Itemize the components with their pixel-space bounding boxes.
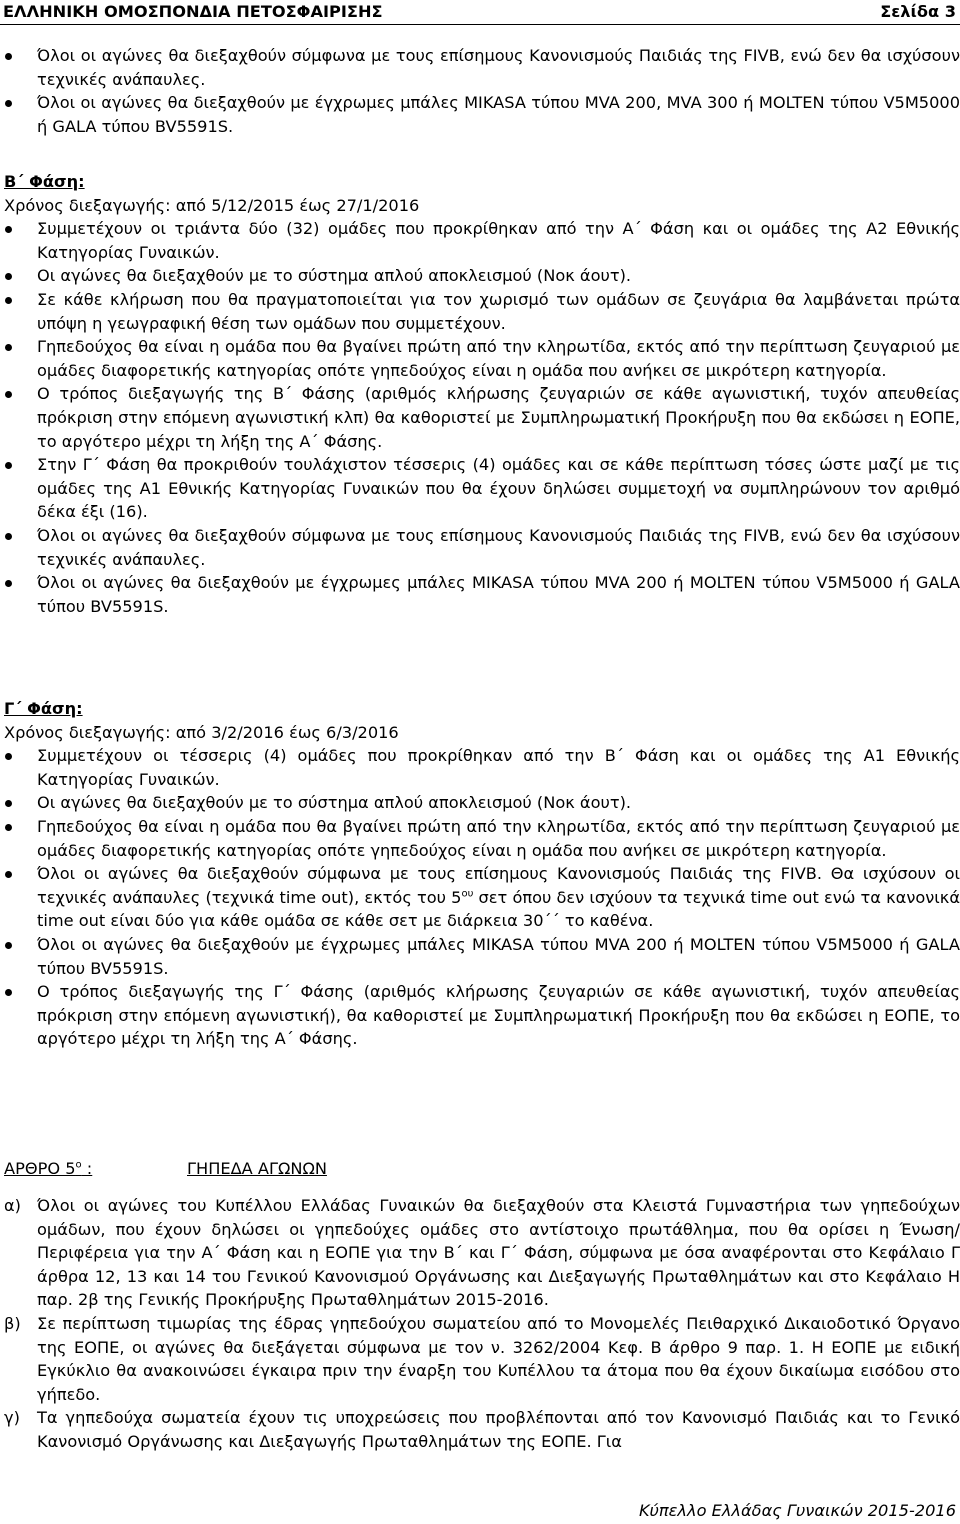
bullet-icon bbox=[5, 391, 12, 398]
bullet-icon bbox=[5, 297, 12, 304]
superscript: ου bbox=[461, 888, 474, 900]
bullet-icon bbox=[5, 226, 12, 233]
bullet-icon bbox=[5, 824, 12, 831]
list-item: β) Σε περίπτωση τιμωρίας της έδρας γηπεδούχου σωματείου από το Μονομελές Πειθαρχικό Δικαιοδοτικό Όργανο της ΕΟΠΕ, οι αγώνες θα διεξάγεται σύμφωνα με τον ν. 3262/2004 Κεφ. Β άρθρο 9 παρ. 1. Η ΕΟΠΕ με ειδική Εγκύκλιο θα ανακοινώσει έγκαιρα πριν την έναρξη του Κυπέλλου τα άτομα που θα έχουν δικαίωμα εισόδου στο γήπεδο. bbox=[4, 1313, 960, 1404]
bullet-icon bbox=[5, 273, 12, 280]
list-item: Οι αγώνες θα διεξαχθούν με το σύστημα απλού αποκλεισμού (Νοκ άουτ). bbox=[0, 791, 960, 815]
bullet-icon bbox=[5, 942, 12, 949]
bullet-icon bbox=[5, 753, 12, 760]
list-item: α) Όλοι οι αγώνες του Κυπέλλου Ελλάδας Γυναικών θα διεξαχθούν στα Κλειστά Γυμναστήρια των γηπεδούχων ομάδων, που έχουν δηλώσει οι γηπεδούχες ομάδες στο αντίστοιχο πρωτάθλημα, που θα ορίσει η Ένωση/Περιφέρεια για την Α΄ Φάση και η ΕΟΠΕ για την Β΄ και Γ΄ Φάση, σύμφωνα με όσα αναφέρονται στο Κεφάλαιο Γ άρθρα 12, 13 και 14 του Γενικού Κανονισμού Οργάνωσης και Διεξαγωγής Πρωταθλημάτων και στο Κεφάλαιο Η παρ. 2β της Γενικής Προκήρυξης Πρωταθλημάτων 2015-2016. bbox=[4, 1196, 960, 1310]
list-item: Οι αγώνες θα διεξαχθούν με το σύστημα απλού αποκλεισμού (Νοκ άουτ). bbox=[0, 264, 960, 288]
item-label: β) bbox=[4, 1313, 21, 1333]
page-number: Σελίδα 3 bbox=[880, 2, 956, 21]
list-item: Όλοι οι αγώνες θα διεξαχθούν με έγχρωμες μπάλες MIKASA τύπου MVA 200 ή MOLTEN τύπου V5M5000 ή GALA τύπου BV5591S. bbox=[0, 571, 960, 618]
page-header bbox=[0, 0, 960, 25]
bullet-icon bbox=[5, 533, 12, 540]
list-item: Όλοι οι αγώνες θα διεξαχθούν σύμφωνα με τους επίσημους Κανονισμούς Παιδιάς της FIVB, ενώ δεν θα ισχύσουν τεχνικές ανάπαυλες. bbox=[0, 524, 960, 571]
list-item: Όλοι οι αγώνες θα διεξαχθούν σύμφωνα με τους επίσημους Κανονισμούς Παιδιάς της FIVB. Θα ισχύσουν οι τεχνικές ανάπαυλες (τεχνικά time out), εκτός του $5^{o\upsilon}$ σετ όπου δεν ισχύουν τα τεχνικά time out ενώ τα κανονικά time out είναι δύο για κάθε ομάδα σε κάθε σετ με διάρκεια 30΄΄ το καθένα. bbox=[0, 862, 960, 933]
list-item: γ) Τα γηπεδούχα σωματεία έχουν τις υποχρεώσεις που προβλέπονται από τον Κανονισμό Παιδιάς και το Γενικό Κανονισμό Οργάνωσης και Διεξαγωγής Πρωταθλημάτων της ΕΟΠΕ. Για bbox=[4, 1408, 960, 1451]
bullet-icon bbox=[5, 580, 12, 587]
bullet-icon bbox=[5, 344, 12, 351]
bullet-icon bbox=[5, 53, 12, 60]
list-item: Γηπεδούχος θα είναι η ομάδα που θα βγαίνει πρώτη από την κληρωτίδα, εκτός από την περίπτωση ζευγαριού με ομάδες διαφορετικής κατηγορίας οπότε γηπεδούχος είναι η ομάδα που ανήκει σε μικρότερη κατηγορία. bbox=[0, 335, 960, 382]
phase-c-period: Χρόνος διεξαγωγής: από 3/2/2016 έως 6/3/2016 bbox=[4, 722, 399, 742]
phase-b-period: Χρόνος διεξαγωγής: από 5/12/2015 έως 27/1/2016 bbox=[4, 195, 420, 215]
article-title: ΓΗΠΕΔΑ ΑΓΩΝΩΝ bbox=[187, 1159, 327, 1178]
list-item: Στην Γ΄ Φάση θα προκριθούν τουλάχιστον τέσσερις (4) ομάδες και σε κάθε περίπτωση τόσες ώστε μαζί με τις ομάδες της Α1 Εθνικής Κατηγορίας Γυναικών που θα έχουν δηλώσει συμμετοχή να συμπληρώνουν τον αριθμό δέκα έξι (16). bbox=[0, 453, 960, 524]
list-item: Όλοι οι αγώνες θα διεξαχθούν με έγχρωμες μπάλες MIKASA τύπου MVA 200 ή MOLTEN τύπου V5M5000 ή GALA τύπου BV5591S. bbox=[0, 933, 960, 980]
list-item: Όλοι οι αγώνες θα διεξαχθούν σύμφωνα με τους επίσημους Κανονισμούς Παιδιάς της FIVB, ενώ δεν θα ισχύσουν τεχνικές ανάπαυλες. bbox=[0, 44, 960, 91]
list-item: Όλοι οι αγώνες θα διεξαχθούν με έγχρωμες μπάλες MIKASA τύπου MVA 200, MVA 300 ή MOLTEN τύπου V5M5000 ή GALA τύπου BV5591S. bbox=[0, 91, 960, 138]
phase-c-section bbox=[0, 697, 960, 1051]
item-label: γ) bbox=[4, 1408, 20, 1428]
bullet-icon bbox=[5, 800, 12, 807]
bullet-icon bbox=[5, 871, 12, 878]
list-item: Ο τρόπος διεξαγωγής της Γ΄ Φάσης (αριθμός κλήρωσης ζευγαριών σε κάθε αγωνιστική, τυχόν απευθείας πρόκριση στην επόμενη αγωνιστική), θα καθοριστεί με Συμπληρωματική Προκήρυξη που θα εκδώσει η ΕΟΠΕ, το αργότερο μέχρι τη λήξη της Α΄ Φάσης. bbox=[0, 980, 960, 1051]
article-label: ΑΡΘΡΟ $5^o$ : bbox=[4, 1159, 93, 1178]
bullet-icon bbox=[5, 462, 12, 469]
bullet-icon bbox=[5, 100, 12, 107]
phase-b-section bbox=[0, 170, 960, 618]
list-item: Συμμετέχουν οι τριάντα δύο (32) ομάδες που προκρίθηκαν από την Α΄ Φάση και οι ομάδες της Α2 Εθνικής Κατηγορίας Γυναικών. bbox=[0, 217, 960, 264]
list-item: Σε κάθε κλήρωση που θα πραγματοποιείται για τον χωρισμό των ομάδων σε ζευγάρια θα λαμβάνεται πρώτα υπόψη η γεωγραφική θέση των ομάδων που συμμετέχουν. bbox=[0, 288, 960, 335]
bullet-icon bbox=[5, 989, 12, 996]
page-footer: Κύπελλο Ελλάδας Γυναικών 2015-2016 bbox=[638, 1501, 956, 1520]
organization-name: ΕΛΛΗΝΙΚΗ ΟΜΟΣΠΟΝΔΙΑ ΠΕΤΟΣΦΑΙΡΙΣΗΣ bbox=[3, 2, 383, 21]
phase-c-title: Γ΄ Φάση: bbox=[4, 699, 83, 718]
intro-section bbox=[0, 44, 960, 138]
phase-b-title: Β΄ Φάση: bbox=[4, 172, 85, 191]
item-label: α) bbox=[4, 1196, 21, 1215]
list-item: Γηπεδούχος θα είναι η ομάδα που θα βγαίνει πρώτη από την κληρωτίδα, εκτός από την περίπτωση ζευγαριού με ομάδες διαφορετικής κατηγορίας οπότε γηπεδούχος είναι η ομάδα που ανήκει σε μικρότερη κατηγορία. bbox=[0, 815, 960, 862]
list-item: Συμμετέχουν οι τέσσερις (4) ομάδες που προκρίθηκαν από την Β΄ Φάση και οι ομάδες της Α1 Εθνικής Κατηγορίας Γυναικών. bbox=[0, 744, 960, 791]
article-items bbox=[0, 1194, 960, 1454]
list-item: Ο τρόπος διεξαγωγής της Β΄ Φάσης (αριθμός κλήρωσης ζευγαριών σε κάθε αγωνιστική, τυχόν απευθείας πρόκριση στην επόμενη αγωνιστική κλπ) θα καθοριστεί με Συμπληρωματική Προκήρυξη που θα εκδώσει η ΕΟΠΕ, το αργότερο μέχρι τη λήξη της Α΄ Φάσης. bbox=[0, 382, 960, 453]
